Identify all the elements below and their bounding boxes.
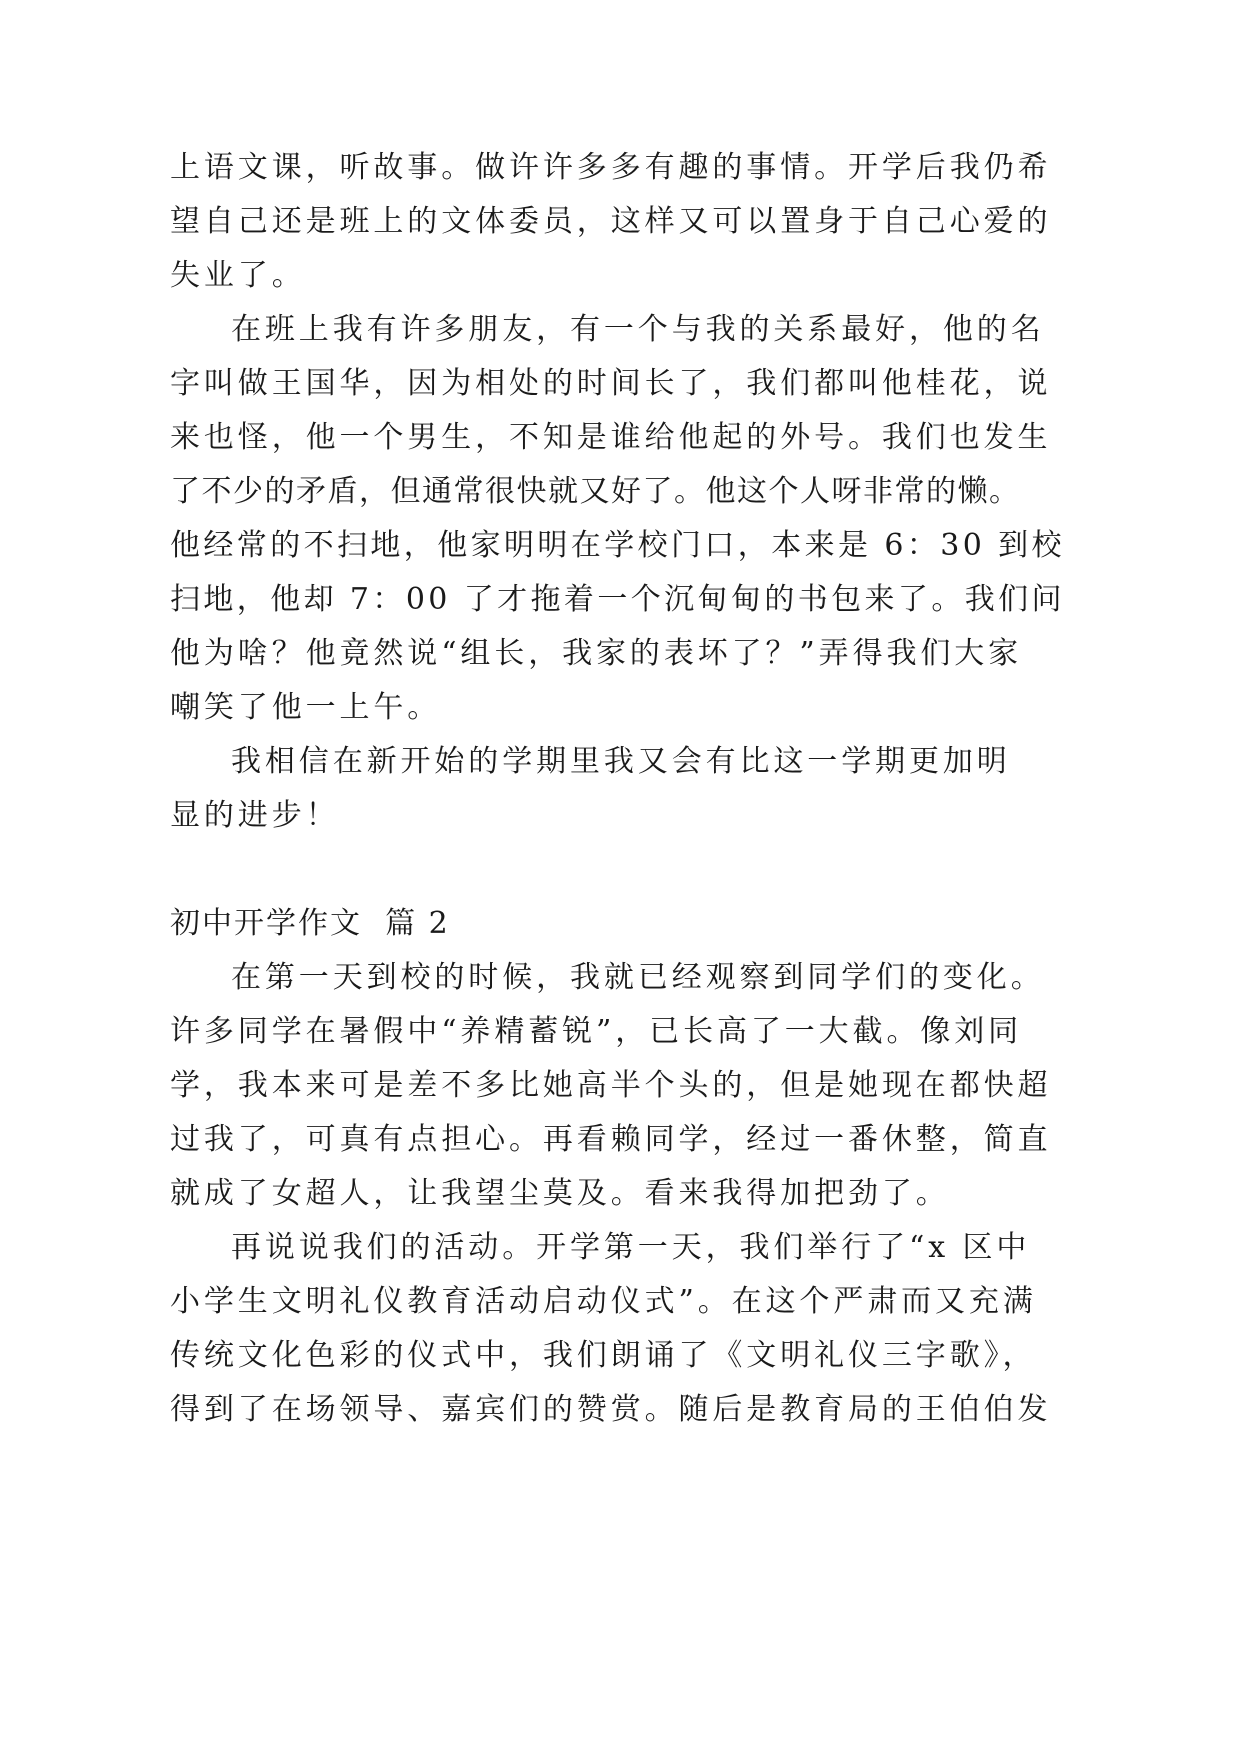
text-line: 得到了在场领导、嘉宾们的赞赏。随后是教育局的王伯伯发 [170,1392,1052,1427]
text-line: 来也怪，他一个男生，不知是谁给他起的外号。我们也发生 [170,420,1052,455]
text-line: 他为啥？他竟然说“组长，我家的表坏了？”弄得我们大家 [170,636,1023,671]
text-line: 他经常的不扫地，他家明明在学校门口，本来是 6：30 到校 [170,528,1065,563]
text-line: 过我了，可真有点担心。再看赖同学，经过一番休整，简直 [170,1122,1052,1157]
text-line: 传统文化色彩的仪式中，我们朗诵了《文明礼仪三字歌》， [170,1338,1037,1373]
text-line: 在第一天到校的时候，我就已经观察到同学们的变化。 [231,960,1045,995]
text-line: 许多同学在暑假中“养精蓄锐”，已长高了一大截。像刘同 [170,1014,1023,1049]
text-line: 在班上我有许多朋友，有一个与我的关系最好，他的名 [231,312,1045,347]
text-line: 就成了女超人，让我望尘莫及。看来我得加把劲了。 [170,1176,950,1211]
text-line: 失业了。 [170,258,306,293]
text-line: 嘲笑了他一上午。 [170,690,442,725]
text-line: 字叫做王国华，因为相处的时间长了，我们都叫他桂花，说 [170,366,1052,401]
section-heading: 初中开学作文 篇 2 [170,906,450,941]
text-line: 再说说我们的活动。开学第一天，我们举行了“x 区中 [231,1230,1031,1265]
text-line: 我相信在新开始的学期里我又会有比这一学期更加明 [231,744,1011,779]
text-line: 小学生文明礼仪教育活动启动仪式”。在这个严肃而又充满 [170,1284,1037,1319]
text-line: 显的进步！ [170,798,340,833]
text-line: 了不少的矛盾，但通常很快就又好了。他这个人呀非常的懒。 [170,474,1021,509]
text-line: 上语文课，听故事。做许许多多有趣的事情。开学后我仍希 [170,150,1052,185]
text-line: 望自己还是班上的文体委员，这样又可以置身于自己心爱的 [170,204,1052,239]
text-line: 学，我本来可是差不多比她高半个头的，但是她现在都快超 [170,1068,1052,1103]
text-line: 扫地，他却 7：00 了才拖着一个沉甸甸的书包来了。我们问 [170,582,1065,617]
